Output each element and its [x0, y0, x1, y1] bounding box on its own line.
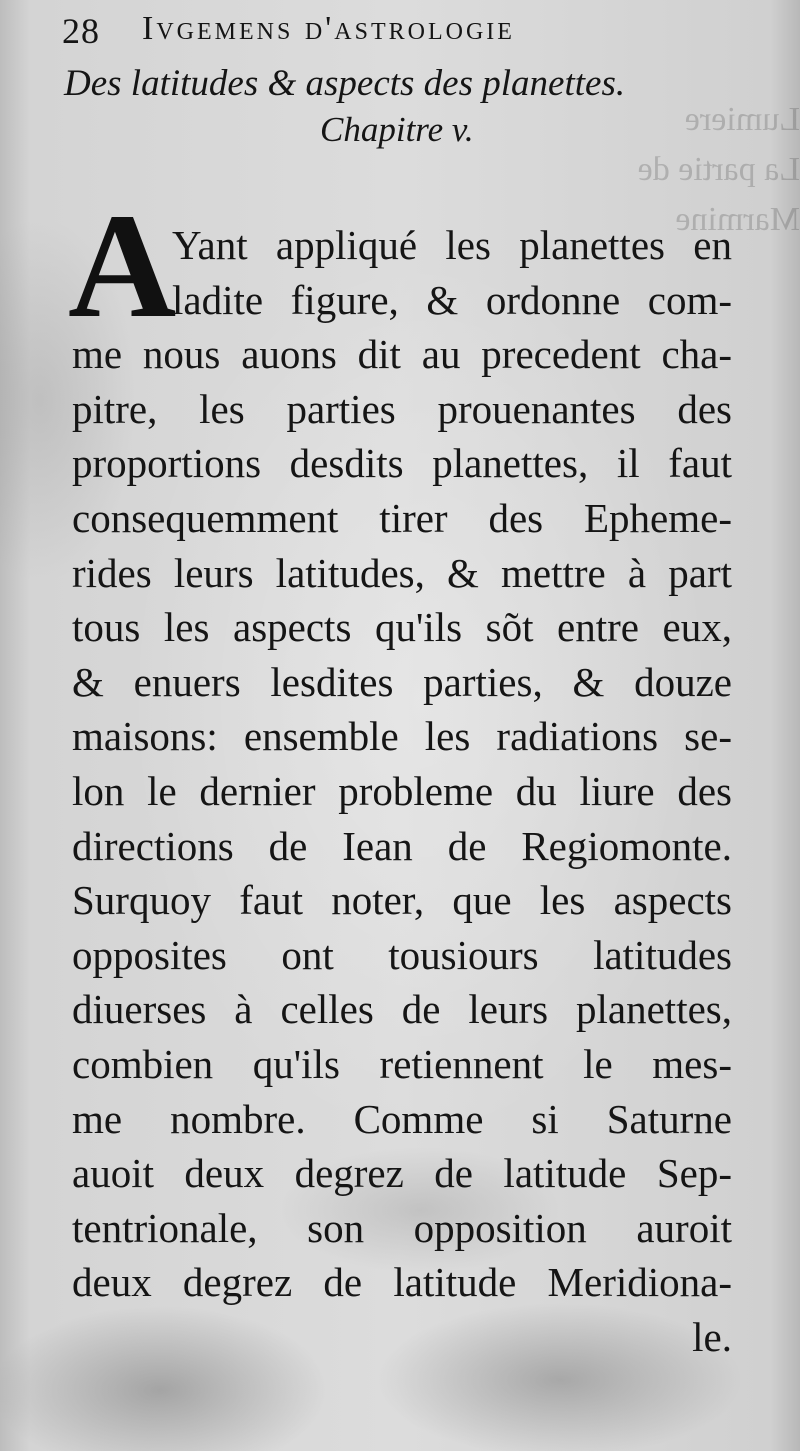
text-line: tous les aspects qu'ils sõt entre eux, [72, 604, 732, 651]
text-line: proportions desdits planettes, il faut [72, 440, 732, 487]
text-line: & enuers lesdites parties, & douze [72, 658, 732, 705]
text-line: auoit deux degrez de latitude Sep- [72, 1150, 732, 1197]
text-line: directions de Iean de Regiomonte. [72, 822, 732, 869]
show-through-text: Lumiere La partie de Marmine [637, 101, 800, 238]
text-line: le. [692, 1313, 732, 1360]
body-text [72, 218, 732, 1364]
page-number: 28 [62, 11, 100, 51]
text-line: ladite figure, & ordonne com- [172, 276, 732, 323]
text-line: me nombre. Comme si Saturne [72, 1095, 732, 1142]
drop-cap: A [68, 183, 177, 349]
text-line: me nous auons dit au precedent cha- [72, 331, 732, 378]
text-line: combien qu'ils retiennent le mes- [72, 1040, 732, 1087]
text-line: consequemment tirer des Epheme- [72, 494, 732, 541]
running-head: Ivgemens d'astrologie [142, 10, 515, 47]
text-line: rides leurs latitudes, & mettre à part [72, 549, 732, 596]
text-line: maisons: ensemble les radiations se- [72, 713, 732, 760]
text-line: deux degrez de latitude Meridiona- [72, 1259, 732, 1306]
text-line: opposites ont tousiours latitudes [72, 931, 732, 978]
text-line: lon le dernier probleme du liure des [72, 767, 732, 814]
text-line: tentrionale, son opposition auroit [72, 1204, 732, 1251]
text-line: Surquoy faut noter, que les aspects [72, 877, 732, 924]
section-title: Des latitudes & aspects des planettes. [64, 63, 626, 104]
chapter-title: Chapitre v. [320, 110, 474, 149]
text-line: diuerses à celles de leurs planettes, [72, 986, 732, 1033]
text-line: pitre, les parties prouenantes des [72, 385, 732, 432]
text-line: Yant appliqué les planettes en [172, 222, 732, 268]
page-header [62, 10, 762, 52]
